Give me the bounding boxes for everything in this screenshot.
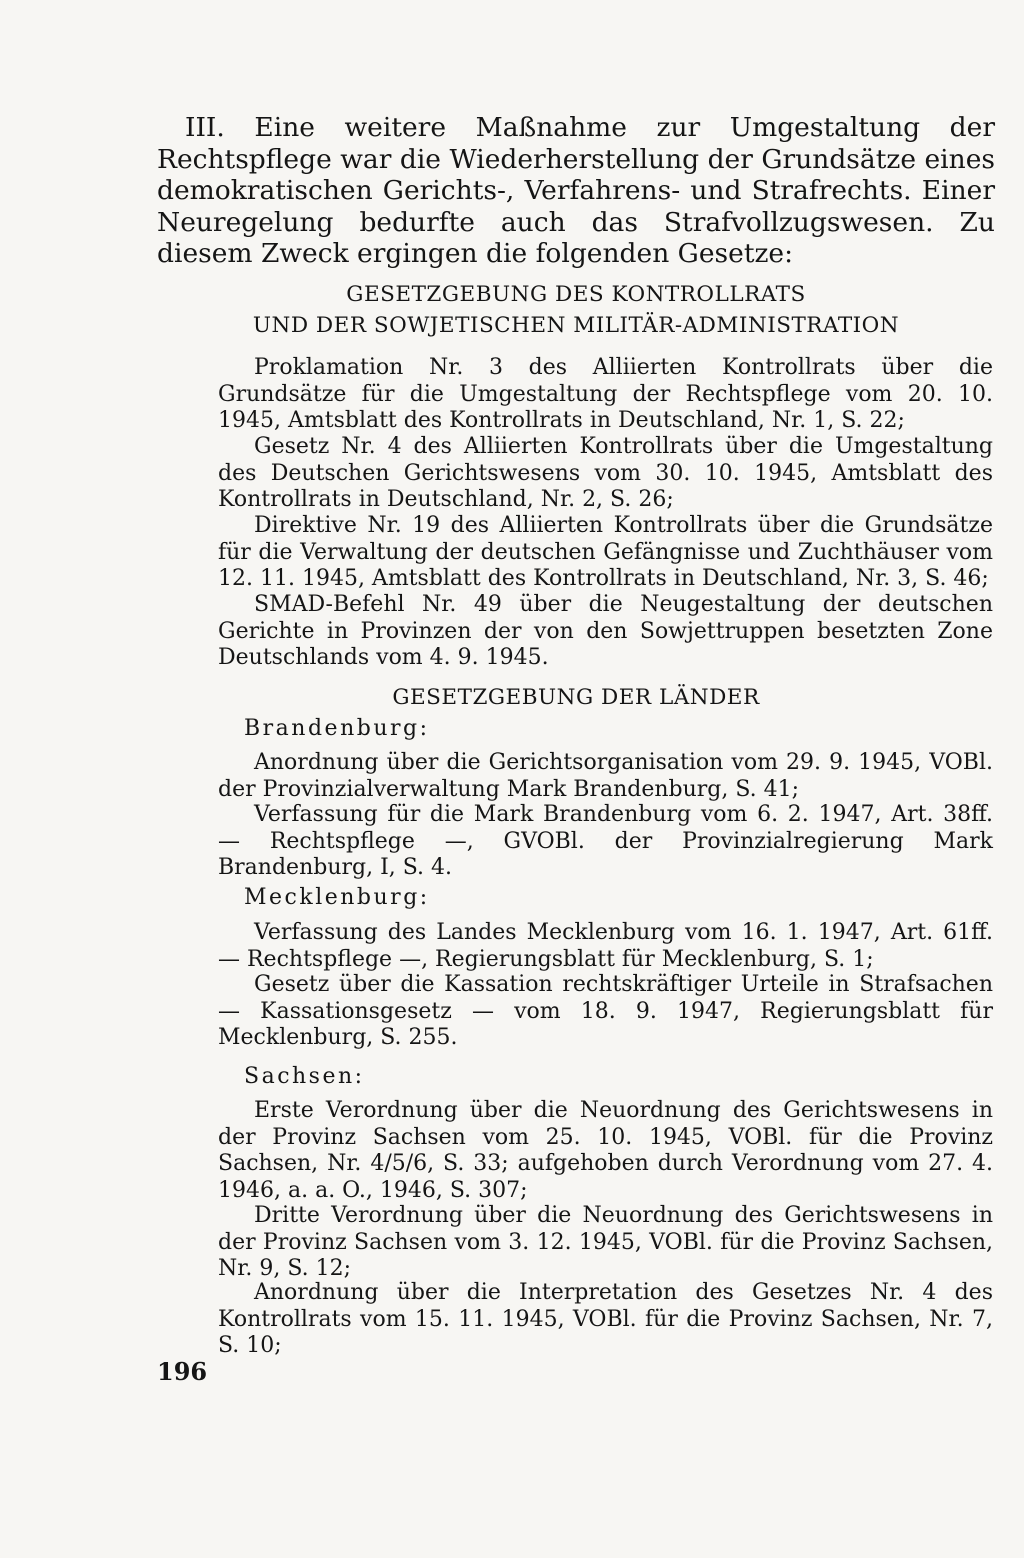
law-entry: Verfassung des Landes Mecklenburg vom 16. 1. 1947, Art. 61ff. — Rechtspflege —, Regierungsblatt für Mecklenburg, S. 1;	[218, 920, 993, 972]
law-entry: Proklamation Nr. 3 des Alliierten Kontrollrats über die Grundsätze für die Umgestaltung der Rechtspflege vom 20. 10. 1945, Amtsblatt des Kontrollrats in Deutschland, Nr. 1, S. 22;	[218, 355, 993, 434]
state-label-sachsen: Sachsen:	[244, 1064, 365, 1089]
law-entry: Direktive Nr. 19 des Alliierten Kontrollrats über die Grundsätze für die Verwaltung der deutschen Gefängnisse und Zuchthäuser vom 12. 11. 1945, Amtsblatt des Kontrollrats in Deutschland, Nr. 3, S. 46;	[218, 513, 993, 592]
state-label-brandenburg: Brandenburg:	[244, 716, 430, 741]
law-entry: Dritte Verordnung über die Neuordnung des Gerichtswesens in der Provinz Sachsen vom 3. 12. 1945, VOBl. für die Provinz Sachsen, Nr. 9, S. 12;	[218, 1203, 993, 1282]
intro-paragraph: III. Eine weitere Maßnahme zur Umgestaltung der Rechtspflege war die Wiederherstellung der Grundsätze eines demokratischen Gerichts-, Verfahrens- und Strafrechts. Einer Neuregelung bedurfte auch das Strafvollzugswesen. Zu diesem Zweck ergingen die folgenden Gesetze:	[157, 112, 995, 269]
law-entry: SMAD-Befehl Nr. 49 über die Neugestaltung der deutschen Gerichte in Provinzen der von den Sowjettruppen besetzten Zone Deutschlands vom 4. 9. 1945.	[218, 592, 993, 671]
section-heading-kontrollrat-line1: GESETZGEBUNG DES KONTROLLRATS	[346, 282, 806, 307]
section-heading-kontrollrat-line2: UND DER SOWJETISCHEN MILITÄR-ADMINISTRATION	[252, 313, 900, 338]
law-entry: Gesetz Nr. 4 des Alliierten Kontrollrats über die Umgestaltung des Deutschen Gerichtswesens vom 30. 10. 1945, Amtsblatt des Kontrollrats in Deutschland, Nr. 2, S. 26;	[218, 434, 993, 513]
law-entry: Anordnung über die Gerichtsorganisation vom 29. 9. 1945, VOBl. der Provinzialverwaltung Mark Brandenburg, S. 41;	[218, 750, 993, 802]
section-heading-laender: GESETZGEBUNG DER LÄNDER	[392, 685, 760, 710]
state-label-mecklenburg: Mecklenburg:	[244, 885, 430, 910]
law-entry: Verfassung für die Mark Brandenburg vom 6. 2. 1947, Art. 38ff. — Rechtspflege —, GVOBl. der Provinzialregierung Mark Brandenburg, I, S. 4.	[218, 802, 993, 881]
law-entry: Anordnung über die Interpretation des Gesetzes Nr. 4 des Kontrollrats vom 15. 11. 1945, VOBl. für die Provinz Sachsen, Nr. 7, S. 10;	[218, 1280, 993, 1359]
page-number: 196	[157, 1357, 208, 1386]
law-entry: Gesetz über die Kassation rechtskräftiger Urteile in Strafsachen — Kassationsgesetz — vom 18. 9. 1947, Regierungsblatt für Mecklenburg, S. 255.	[218, 972, 993, 1051]
law-entry: Erste Verordnung über die Neuordnung des Gerichtswesens in der Provinz Sachsen vom 25. 10. 1945, VOBl. für die Provinz Sachsen, Nr. 4/5/6, S. 33; aufgehoben durch Verordnung vom 27. 4. 1946, a. a. O., 1946, S. 307;	[218, 1098, 993, 1203]
